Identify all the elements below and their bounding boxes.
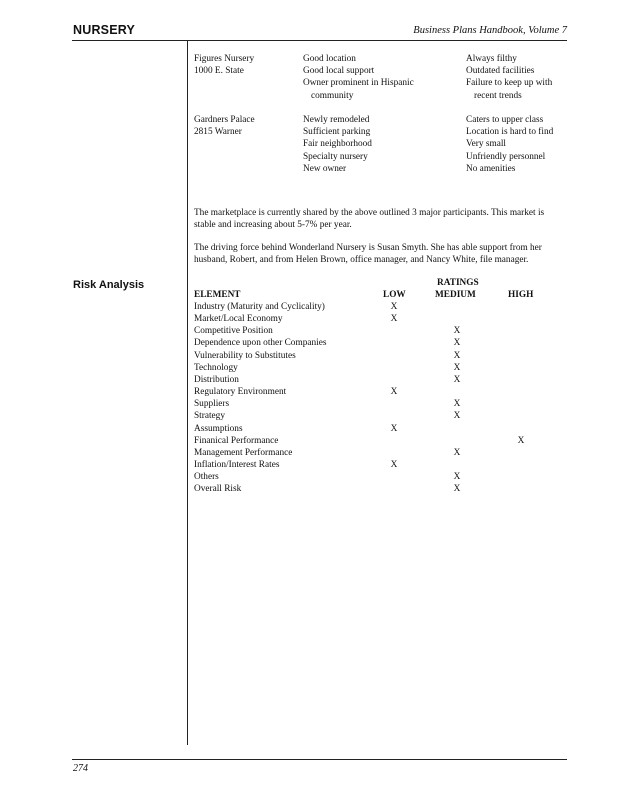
competitor-address-line: 1000 E. State bbox=[194, 66, 244, 77]
rating-mark-medium: X bbox=[453, 447, 461, 458]
rating-mark-medium: X bbox=[453, 411, 461, 422]
risk-element-label: Dependence upon other Companies bbox=[194, 338, 327, 349]
risk-element-label: Assumptions bbox=[194, 423, 243, 434]
market-paragraph: The marketplace is currently shared by the above outlined 3 major participants. This market is stable and increasing about 5-7% per year. bbox=[194, 208, 545, 231]
column-header-high: HIGH bbox=[508, 290, 534, 300]
section-label-risk-analysis: Risk Analysis bbox=[73, 279, 145, 291]
rating-mark-low: X bbox=[390, 423, 398, 434]
risk-element-label: Overall Risk bbox=[194, 484, 242, 495]
strength-line: New owner bbox=[303, 163, 347, 174]
column-divider-rule bbox=[187, 41, 188, 745]
competitor-address-line: 2815 Warner bbox=[194, 127, 242, 138]
rating-mark-low: X bbox=[390, 387, 398, 398]
rating-mark-medium: X bbox=[453, 484, 461, 495]
rating-mark-medium: X bbox=[453, 374, 461, 385]
ratings-header: RATINGS bbox=[437, 278, 479, 288]
management-paragraph: The driving force behind Wonderland Nursery is Susan Smyth. She has able support from her husband, Robert, and from Helen Brown, office manager, and Nancy White, file manager. bbox=[194, 243, 542, 266]
rating-mark-high: X bbox=[517, 435, 525, 446]
strength-line: Fair neighborhood bbox=[303, 139, 372, 150]
rating-mark-medium: X bbox=[453, 362, 461, 373]
competitor-2-strengths bbox=[303, 114, 372, 175]
weakness-line: Outdated facilities bbox=[466, 66, 535, 77]
rating-mark-low: X bbox=[390, 314, 398, 325]
strength-line: Sufficient parking bbox=[303, 127, 371, 138]
rating-mark-medium: X bbox=[453, 472, 461, 483]
weakness-line: Unfriendly personnel bbox=[466, 151, 546, 162]
rating-mark-medium: X bbox=[453, 350, 461, 361]
weakness-line: Location is hard to find bbox=[466, 127, 554, 138]
running-header-book-title: Business Plans Handbook, Volume 7 bbox=[413, 25, 567, 36]
risk-element-label: Market/Local Economy bbox=[194, 314, 283, 325]
running-header-title: NURSERY bbox=[73, 23, 136, 37]
rating-mark-low: X bbox=[390, 302, 398, 312]
risk-element-label: Distribution bbox=[194, 374, 239, 385]
weakness-line: Very small bbox=[466, 139, 507, 150]
rating-mark-medium: X bbox=[453, 338, 461, 349]
competitor-2-name bbox=[194, 114, 255, 138]
risk-element-label: Management Performance bbox=[194, 447, 293, 458]
strength-line: community bbox=[311, 90, 354, 101]
risk-element-label: Strategy bbox=[194, 411, 225, 422]
weakness-line: Always filthy bbox=[466, 54, 517, 64]
header-rule bbox=[72, 40, 567, 41]
competitor-name-line: Figures Nursery bbox=[194, 54, 255, 64]
risk-element-label: Regulatory Environment bbox=[194, 387, 287, 398]
risk-element-label: Industry (Maturity and Cyclicality) bbox=[194, 302, 325, 312]
competitor-1-weaknesses bbox=[466, 53, 552, 102]
competitor-name-line: Gardners Palace bbox=[194, 115, 255, 125]
column-header-element: ELEMENT bbox=[194, 290, 241, 300]
competitor-2-weaknesses bbox=[466, 114, 553, 175]
risk-element-label: Suppliers bbox=[194, 399, 230, 410]
weakness-line: Failure to keep up with bbox=[466, 78, 553, 89]
rating-mark-medium: X bbox=[453, 399, 461, 410]
rating-mark-low: X bbox=[390, 459, 398, 470]
risk-element-label: Vulnerability to Substitutes bbox=[194, 350, 296, 361]
column-header-low: LOW bbox=[383, 290, 406, 300]
strength-line: Specialty nursery bbox=[303, 151, 368, 162]
strength-line: Good location bbox=[303, 54, 356, 64]
footer-rule bbox=[72, 759, 567, 760]
risk-element-label: Technology bbox=[194, 362, 238, 373]
risk-element-label: Competitive Position bbox=[194, 326, 273, 337]
competitor-1-name bbox=[194, 53, 254, 77]
weakness-line: recent trends bbox=[474, 90, 522, 101]
column-header-medium: MEDIUM bbox=[435, 290, 476, 300]
strength-line: Good local support bbox=[303, 66, 375, 77]
risk-element-label: Others bbox=[194, 472, 219, 483]
risk-element-label: Finanical Performance bbox=[194, 435, 279, 446]
competitor-1-strengths bbox=[303, 53, 414, 102]
weakness-line: Caters to upper class bbox=[466, 115, 544, 125]
weakness-line: No amenities bbox=[466, 163, 516, 174]
rating-mark-medium: X bbox=[453, 326, 461, 337]
risk-element-label: Inflation/Interest Rates bbox=[194, 459, 280, 470]
strength-line: Newly remodeled bbox=[303, 115, 370, 125]
strength-line: Owner prominent in Hispanic bbox=[303, 78, 414, 89]
page-number: 274 bbox=[73, 763, 88, 774]
